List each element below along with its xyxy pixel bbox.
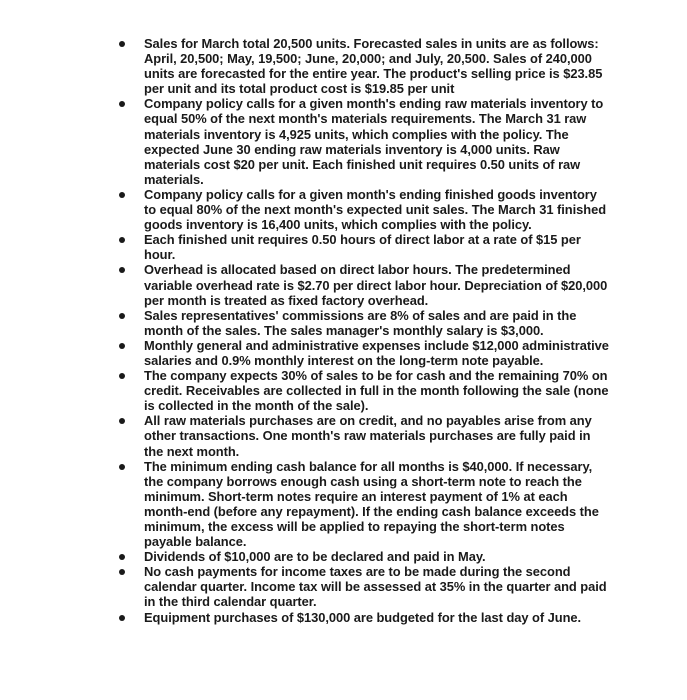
list-item <box>119 459 611 550</box>
bullet-icon <box>119 569 125 575</box>
bullet-icon <box>119 615 125 621</box>
list-item <box>119 96 611 187</box>
list-item-text: Company policy calls for a given month's ending finished goods inventory to equal 80% of the next month's expected unit sales. The March 31 finished goods inventory is 16,400 units, which complies with the policy. <box>144 186 607 233</box>
list-item-text: No cash payments for income taxes are to be made during the second calendar quarter. Income tax will be assessed at 35% in the quarter and paid in the third calendar quarter. <box>144 564 607 610</box>
list-item-text: Company policy calls for a given month's ending raw materials inventory to equal 50% of the next month's materials requirements. The March 31 raw materials inventory is 4,925 units, which complies with the policy. The expected June 30 ending raw materials inventory is 4,000 units. Raw materials cost $20 per unit. Each finished unit requires 0.50 units of raw materials. <box>144 96 604 187</box>
list-item <box>119 338 611 368</box>
list-item <box>119 610 611 625</box>
list-item-text: The minimum ending cash balance for all months is $40,000. If necessary, the company borrows enough cash using a short-term note to reach the minimum. Short-term notes require an interest payment of 1% at each month-end (before any repayment). If the ending cash balance exceeds the minimum, the excess will be applied to repaying the short-term notes payable balance. <box>144 458 599 550</box>
list-item-text: Monthly general and administrative expenses include $12,000 administrative salaries and 0.9% monthly interest on the long-term note payable. <box>144 337 609 368</box>
bullet-icon <box>119 554 125 560</box>
list-item-text: Sales representatives' commissions are 8% of sales and are paid in the month of the sales. The sales manager's monthly salary is $3,000. <box>144 307 577 338</box>
list-item-text: Equipment purchases of $130,000 are budgeted for the last day of June. <box>144 609 582 625</box>
bullet-icon <box>119 343 125 349</box>
list-item-text: The company expects 30% of sales to be for cash and the remaining 70% on credit. Receivables are collected in full in the month following the sale (none is collected in the month of the sale). <box>144 368 609 414</box>
list-item-text: Sales for March total 20,500 units. Forecasted sales in units are as follows: April, 20,500; May, 19,500; June, 20,000; and July, 20,500. Sales of 240,000 units are forecasted for the entire year. The product's selling price is $23.85 per unit and its total product cost is $19.85 per unit <box>144 36 603 97</box>
bullet-icon <box>119 237 125 243</box>
list-item-text: Overhead is allocated based on direct labor hours. The predetermined variable overhead rate is $2.70 per direct labor hour. Depreciation of $20,000 per month is treated as fixed factory overhead. <box>144 262 608 308</box>
list-item <box>119 36 611 96</box>
assumptions-list <box>119 36 611 625</box>
list-item <box>119 308 611 338</box>
bullet-icon <box>119 267 125 273</box>
list-item <box>119 232 611 262</box>
bullet-icon <box>119 192 125 198</box>
bullet-icon <box>119 313 125 319</box>
bullet-icon <box>119 101 125 107</box>
list-item-text: All raw materials purchases are on credit, and no payables arise from any other transactions. One month's raw materials purchases are fully paid in the next month. <box>144 413 592 459</box>
list-item <box>119 262 611 307</box>
list-item-text: Dividends of $10,000 are to be declared and paid in May. <box>144 549 486 565</box>
bullet-icon <box>119 464 125 470</box>
budget-assumptions-document <box>119 36 611 625</box>
list-item <box>119 549 611 564</box>
list-item <box>119 187 611 232</box>
list-item-text: Each finished unit requires 0.50 hours of direct labor at a rate of $15 per hour. <box>144 232 581 263</box>
bullet-icon <box>119 373 125 379</box>
list-item <box>119 413 611 458</box>
list-item <box>119 368 611 413</box>
bullet-icon <box>119 41 125 47</box>
list-item <box>119 564 611 609</box>
bullet-icon <box>119 418 125 424</box>
